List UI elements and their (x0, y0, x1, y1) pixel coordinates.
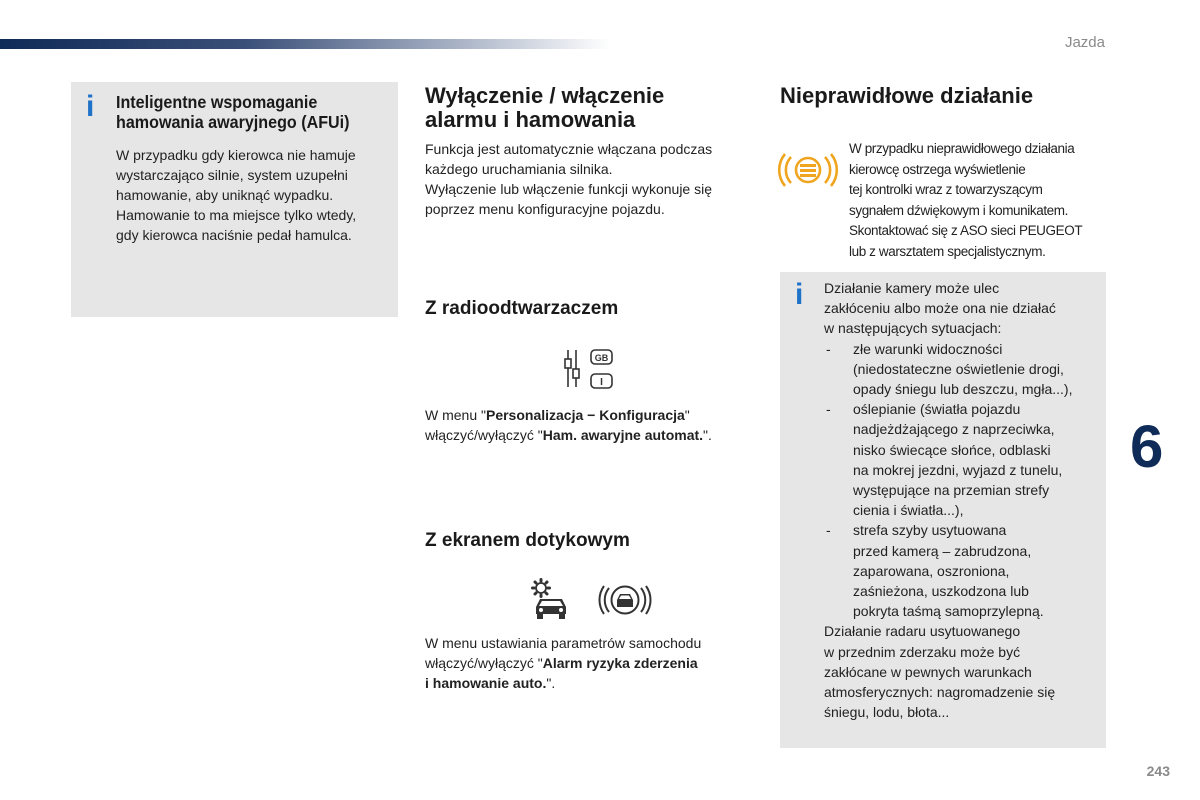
list-item: - złe warunki widoczności (niedostateczne oświetlenie drogi, opady śniegu lub deszczu, mgła...), (826, 340, 1073, 398)
radio-settings-icon (562, 347, 616, 391)
camera-info-text: Działanie kamery może ulec zakłóceniu albo może ona nie działać w następujących sytuacjach: - złe warunki widoczności (niedostateczne oświetlenie drogi, opady śniegu lub deszczu, mgła...), - oślepianie (światła pojazdu nadjeżdżającego z naprzeciwka, nisko świecące słońce, odblaski na mokrej jezdni, wyjazd z tunelu, występujące na przemian strefy cienia i światła...), - strefa szyby usytuowana przed kamerą – zabrudzona, zaparowana, oszroniona, zaśnieżona, uszkodzona lub pokryta taśmą samoprzylepną. Działanie radaru usytuowanego w przednim zderzaku może być zakłócane w pewnych warunkach atmosferycznych: nagromadzenie się śniegu, lodu, błota... (824, 278, 1104, 722)
malfunction-warning-text: W przypadku nieprawidłowego działania kierowcę ostrzega wyświetlenie tej kontrolki wraz z towarzyszącym sygnałem dźwiękowym i komunikatem. Skontaktować się z ASO sieci PEUGEOT lub z warsztatem specjalistycznym. (849, 141, 1083, 259)
info-icon: i (86, 90, 95, 123)
page-number: 243 (1146, 763, 1170, 779)
svg-text:I: I (600, 377, 603, 388)
radio-instructions: W menu "Personalizacja − Konfiguracja" włączyć/wyłączyć "Ham. awaryjne automat.". (425, 407, 712, 443)
section-heading-toggle: Wyłączenie / włączenie alarmu i hamowania (425, 83, 665, 132)
chapter-number: 6 (1130, 413, 1164, 480)
touchscreen-instructions: W menu ustawiania parametrów samochodu włączyć/wyłączyć "Alarm ryzyka zderzenia i hamowanie auto.". (425, 635, 702, 691)
info-box-body: W przypadku gdy kierowca nie hamuje wystarczająco silnie, system uzupełni hamowanie, aby uniknąć wypadku. Hamowanie to ma miejsce tylko wtedy, gdy kierowca naciśnie pedał hamulca. (116, 147, 357, 243)
subheading-radio: Z radioodtwarzaczem (425, 298, 619, 319)
car-settings-icon (528, 578, 576, 622)
list-item: - oślepianie (światła pojazdu nadjeżdżającego z naprzeciwka, nisko świecące słońce, odblaski na mokrej jezdni, wyjazd z tunelu, występujące na przemian strefy cienia i światła...), (826, 401, 1063, 519)
info-icon: i (795, 278, 804, 311)
list-item: - strefa szyby usytuowana przed kamerą – zabrudzona, zaparowana, oszroniona, zaśnieżona, uszkodzona lub pokryta taśmą samoprzylepną. (826, 522, 1044, 620)
info-box-title: Inteligentne wspomaganie hamowania awaryjnego (AFUi) (116, 92, 350, 132)
subheading-touchscreen: Z ekranem dotykowym (425, 530, 630, 551)
toggle-intro-text: Funkcja jest automatycznie włączana podczas każdego uruchamiania silnika. Wyłączenie lub włączenie funkcji wykonuje się poprzez menu konfiguracyjne pojazdu. (425, 141, 713, 217)
svg-text:GB: GB (594, 353, 609, 363)
chapter-title: Jazda (1064, 34, 1105, 51)
collision-alert-icon (601, 578, 649, 622)
section-heading-malfunction: Nieprawidłowe działanie (780, 83, 1034, 108)
warning-lamp-icon (782, 147, 834, 193)
top-gradient-bar (0, 39, 610, 49)
